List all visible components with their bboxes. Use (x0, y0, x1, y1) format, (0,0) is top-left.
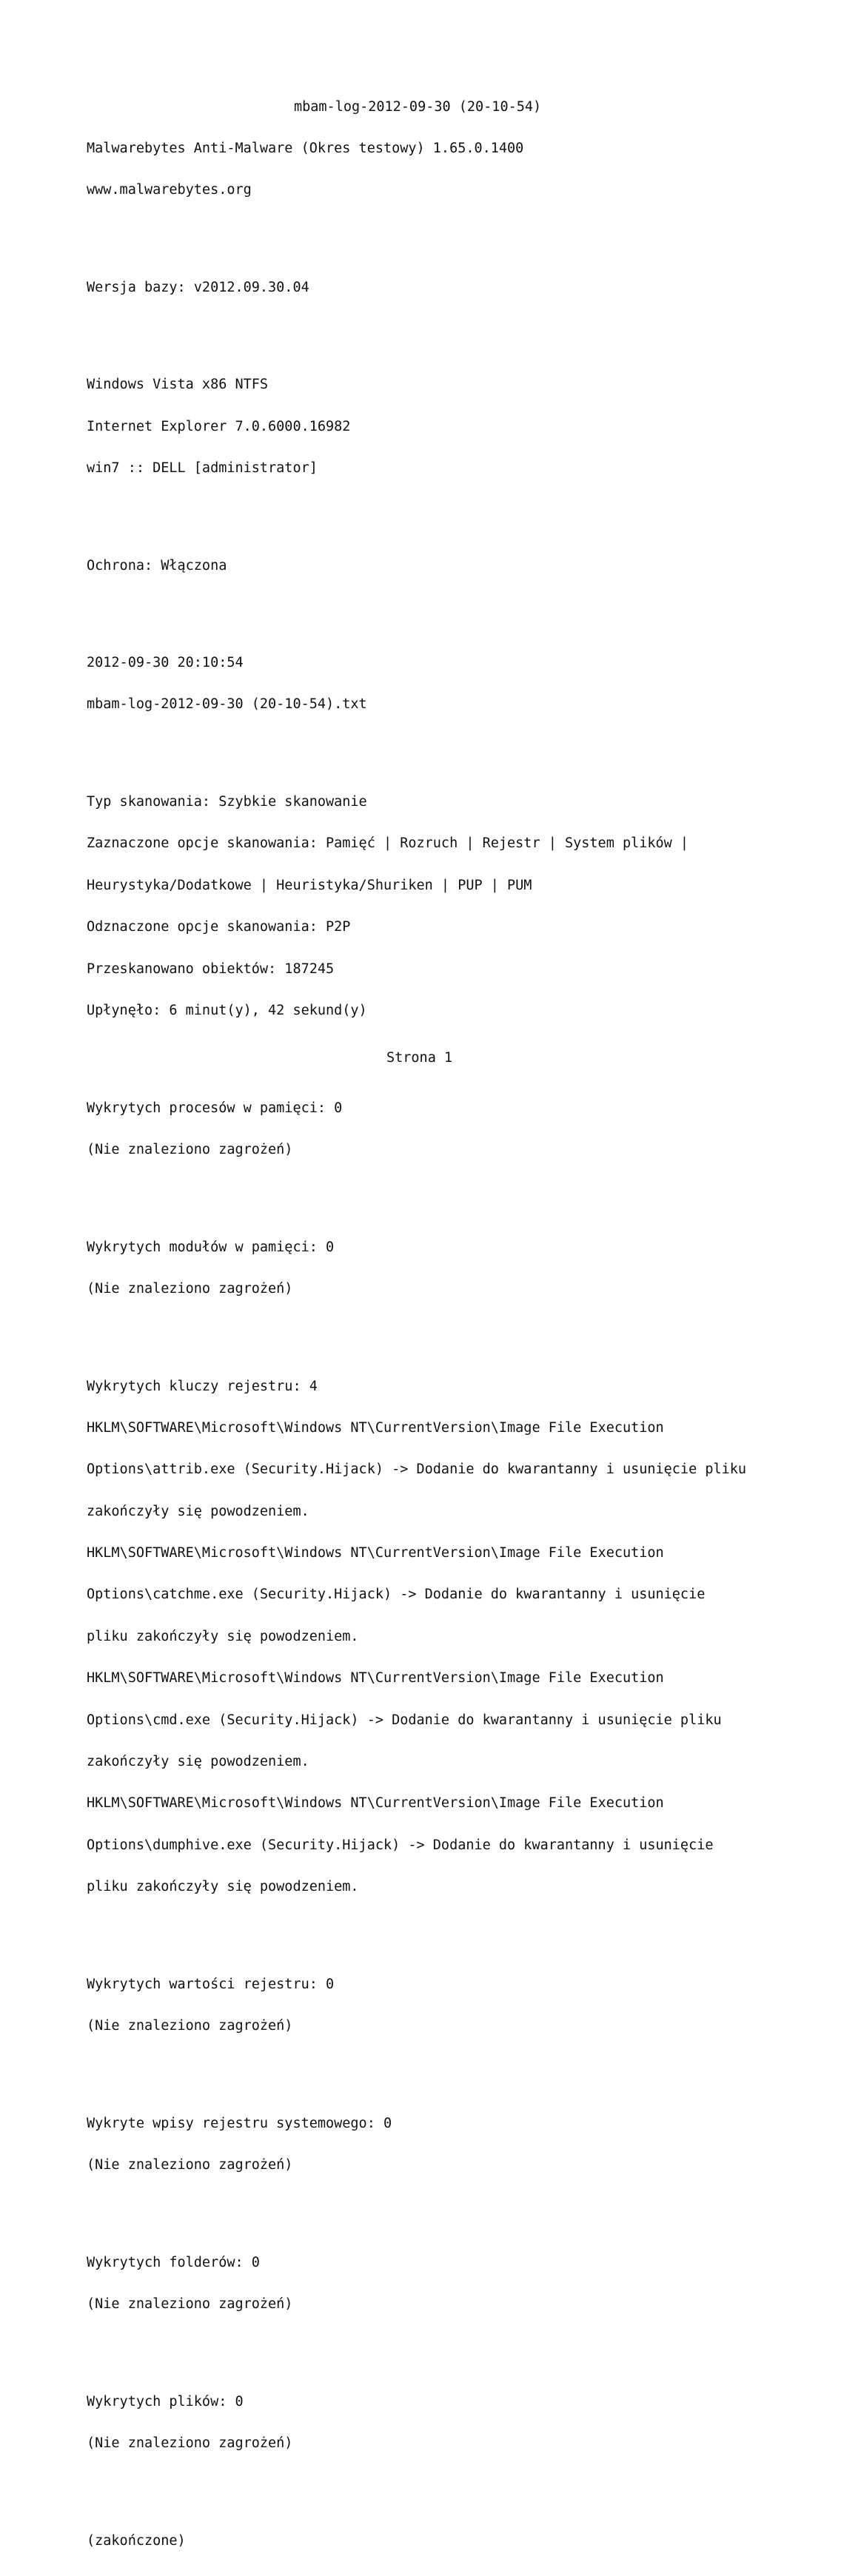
spacer (87, 1923, 783, 1937)
registry-key-entry-line: pliku zakończyły się powodzeniem. (87, 1628, 359, 1644)
database-version-line: Wersja bazy: v2012.09.30.04 (87, 279, 309, 295)
registry-data-header: Wykryte wpisy rejestru systemowego: 0 (87, 2115, 392, 2131)
objects-scanned-line: Przeskanowano obiektów: 187245 (87, 961, 335, 977)
registry-values-result: (Nie znaleziono zagrożeń) (87, 2018, 293, 2034)
processes-result: (Nie znaleziono zagrożeń) (87, 1141, 293, 1157)
document-title: mbam-log-2012-09-30 (20-10-54) (294, 99, 542, 115)
spacer (87, 601, 783, 615)
browser-line: Internet Explorer 7.0.6000.16982 (87, 418, 351, 434)
scan-type-line: Typ skanowania: Szybkie skanowanie (87, 794, 367, 810)
files-result: (Nie znaleziono zagrożeń) (87, 2435, 293, 2452)
processes-header: Wykrytych procesów w pamięci: 0 (87, 1100, 343, 1116)
website-line: www.malwarebytes.org (87, 181, 252, 198)
folders-header: Wykrytych folderów: 0 (87, 2254, 260, 2270)
spacer (87, 1324, 783, 1338)
completed-line: (zakończone) (87, 2532, 186, 2549)
elapsed-line: Upłynęło: 6 minut(y), 42 sekund(y) (87, 1003, 367, 1018)
spacer (87, 740, 783, 754)
spacer (87, 2062, 783, 2076)
spacer (87, 2340, 783, 2354)
spacer (87, 1185, 783, 1199)
registry-key-entry-line: HKLM\SOFTWARE\Microsoft\Windows NT\CurrentVersion\Image File Execution (87, 1419, 664, 1436)
spacer (87, 2478, 783, 2492)
page-number: Strona 1 (386, 1050, 453, 1066)
protection-line: Ochrona: Włączona (87, 557, 227, 574)
registry-key-entry-line: HKLM\SOFTWARE\Microsoft\Windows NT\CurrentVersion\Image File Execution (87, 1545, 664, 1561)
registry-key-entry-line: HKLM\SOFTWARE\Microsoft\Windows NT\CurrentVersion\Image File Execution (87, 1670, 664, 1686)
os-line: Windows Vista x86 NTFS (87, 377, 269, 393)
registry-key-entry-line: Options\cmd.exe (Security.Hijack) -> Dodanie do kwarantanny i usunięcie pliku (87, 1712, 722, 1728)
registry-keys-header: Wykrytych kluczy rejestru: 4 (87, 1378, 318, 1394)
modules-result: (Nie znaleziono zagrożeń) (87, 1280, 293, 1297)
spacer (87, 503, 783, 517)
spacer (87, 225, 783, 239)
registry-key-entry-line: pliku zakończyły się powodzeniem. (87, 1879, 359, 1895)
registry-key-entry-line: Options\catchme.exe (Security.Hijack) -> Dodanie do kwarantanny i usunięcie (87, 1587, 706, 1603)
selected-options-line: Zaznaczone opcje skanowania: Pamięć | Rozruch | Rejestr | System plików | (87, 835, 689, 852)
log-file-line: mbam-log-2012-09-30 (20-10-54).txt (87, 696, 367, 713)
deselected-options-line: Odznaczone opcje skanowania: P2P (87, 919, 351, 935)
selected-options-line: Heurystyka/Dodatkowe | Heuristyka/Shuriken | PUP | PUM (87, 877, 532, 893)
registry-values-header: Wykrytych wartości rejestru: 0 (87, 1976, 335, 1992)
spacer (87, 2201, 783, 2215)
registry-key-entry-line: zakończyły się powodzeniem. (87, 1503, 309, 1519)
product-line: Malwarebytes Anti-Malware (Okres testowy) 1.65.0.1400 (87, 140, 524, 156)
registry-key-entry-line: HKLM\SOFTWARE\Microsoft\Windows NT\CurrentVersion\Image File Execution (87, 1795, 664, 1812)
user-line: win7 :: DELL [administrator] (87, 460, 318, 476)
registry-key-entry-line: Options\attrib.exe (Security.Hijack) -> Dodanie do kwarantanny i usunięcie pliku (87, 1462, 747, 1478)
files-header: Wykrytych plików: 0 (87, 2393, 244, 2409)
folders-result: (Nie znaleziono zagrożeń) (87, 2296, 293, 2313)
scan-datetime-line: 2012-09-30 20:10:54 (87, 655, 244, 671)
registry-key-entry-line: zakończyły się powodzeniem. (87, 1754, 309, 1770)
registry-key-entry-line: Options\dumphive.exe (Security.Hijack) -> Dodanie do kwarantanny i usunięcie (87, 1837, 714, 1853)
log-body (87, 114, 783, 2576)
modules-header: Wykrytych modułów w pamięci: 0 (87, 1239, 335, 1255)
spacer (87, 323, 783, 337)
registry-data-result: (Nie znaleziono zagrożeń) (87, 2157, 293, 2173)
